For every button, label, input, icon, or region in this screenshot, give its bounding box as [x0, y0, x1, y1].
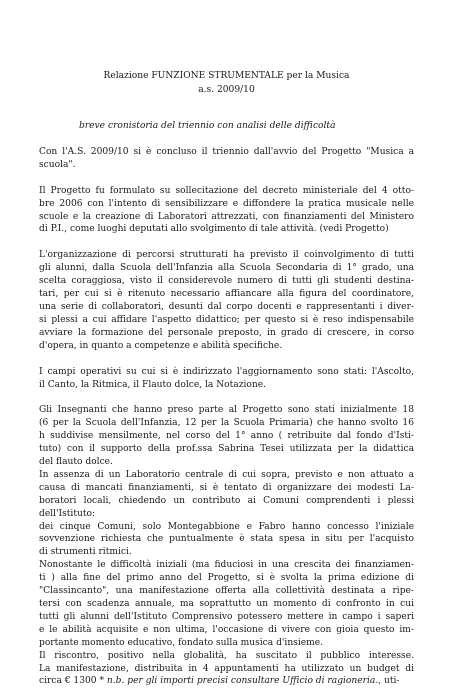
paragraph [39, 185, 414, 237]
text-line: gli alunni, dalla Scuola dell'Infanzia alla Scuola Secondaria di 1° grado, una [39, 263, 414, 274]
text-line: tersi con scadenza annuale, ma soprattutto un momento di confronto in cui [39, 599, 414, 609]
text-line: scuola". [39, 159, 76, 170]
text-line: dell'Istituto: [39, 508, 96, 519]
text-line: portante momento educativo, fondato sulla musica d'insieme. [39, 637, 324, 648]
text-line: tuto) con il supporto della prof.ssa Sabrina Tesei utilizzata per la didattica [39, 444, 414, 455]
document-subtitle: breve cronistoria del triennio con analisi delle difficoltà [79, 121, 336, 131]
document-title [39, 70, 414, 97]
text-line: Gli Insegnanti che hanno preso parte al Progetto sono stati inizialmente 18 [39, 405, 414, 416]
text-line: scuole e la creazione di Laboratori attrezzati, con finanziamenti del Ministero [39, 211, 414, 222]
text-line: h suddivise mensilmente, nel corso del 1° anno ( retribuite dal fondo d'Isti- [39, 431, 414, 442]
text-line: di strumenti ritmici. [39, 547, 132, 558]
title-line-2: a.s. 2009/10 [198, 84, 255, 95]
paragraph [39, 366, 414, 392]
text-line: si plessi a cui affidare l'aspetto didattico; per questo si è reso indispensabile [39, 314, 414, 325]
text-line: tutti gli alunni dell'Istituto Comprensivo potessero mettere in campo i saperi [39, 611, 414, 622]
paragraph [39, 146, 414, 172]
text-line: In assenza di un Laboratorio centrale di cui sopra, previsto e non attuato a [39, 469, 414, 480]
text-line: del flauto dolce. [39, 457, 113, 468]
paragraph [39, 249, 414, 352]
text-line [39, 675, 414, 688]
text-line: sovvenzione richiesta che puntualmente è stata spesa in situ per l'acquisto [39, 534, 414, 545]
text-line: Il riscontro, positivo nella globalità, ha suscitato il pubblico interesse. [39, 650, 414, 661]
text-line: di P.I., come luoghi deputati allo svolgimento di tale attività. (vedi Progetto) [39, 224, 389, 235]
text-line: d'opera, in quanto a competenze e abilità specifiche. [39, 340, 283, 351]
paragraph [39, 404, 414, 688]
text-line: Nonostante le difficoltà iniziali (ma fiduciosi in una crescita dei finanziamen- [39, 560, 414, 571]
text-line: La manifestazione, distribuita in 4 appuntamenti ha utilizzato un budget di [39, 663, 414, 674]
text-line: avviare la formazione del personale preposto, in grado di crescere, in corso [39, 327, 414, 338]
text-line: una serie di collaboratori, desunti dal corpo docenti e rappresentanti i diver- [39, 301, 414, 312]
final-line-suffix: ., uti- [375, 676, 400, 687]
text-line: causa di mancati finanziamenti, si è tentato di organizzare dei modesti La- [39, 482, 414, 493]
text-line: il Canto, la Ritmica, il Flauto dolce, la Notazione. [39, 379, 267, 390]
text-line: Con l'A.S. 2009/10 si è concluso il triennio dall'avvio del Progetto "Musica a [39, 146, 414, 157]
text-line: tari, per cui si è ritenuto necessario affiancare alla figura del coordinatore, [39, 289, 414, 300]
document-body [39, 146, 414, 688]
text-line: L'organizzazione di percorsi strutturati ha previsto il coinvolgimento di tutti [39, 250, 414, 261]
text-line: I campi operativi su cui si è indirizzato l'aggiornamento sono stati: l'Ascolto, [39, 366, 414, 377]
text-line: e le abilità acquisite e non ultima, l'occasione di vivere con gioia questo im- [39, 624, 414, 635]
text-line: bre 2006 con l'intento di sensibilizzare e diffondere la pratica musicale nelle [39, 198, 414, 209]
text-line: ti ) alla fine del primo anno del Progetto, si è svolta la prima edizione di [39, 573, 414, 584]
text-line: scelta coraggiosa, visto il considerevole numero di tutti gli studenti destina- [39, 276, 414, 287]
text-line: dei cinque Comuni, solo Montegabbione e Fabro hanno concesso l'iniziale [39, 521, 414, 532]
ragioneria-note: n.b. per gli importi precisi consultare Ufficio di ragioneria [106, 676, 376, 687]
text-line: "Classincanto", una manifestazione offerta alla collettività destinata a ripe- [39, 586, 414, 597]
text-line: boratori locali, chiedendo un contributo ai Comuni comprendenti i plessi [39, 495, 414, 506]
text-line: Il Progetto fu formulato su sollecitazione del decreto ministeriale del 4 otto- [39, 185, 414, 196]
title-line-1: Relazione FUNZIONE STRUMENTALE per la Musica [103, 71, 350, 81]
text-line: (6 per la Scuola dell'Infanzia, 12 per la Scuola Primaria) che hanno svolto 16 [39, 418, 414, 429]
final-line-prefix: circa € 1300 * [39, 676, 107, 687]
